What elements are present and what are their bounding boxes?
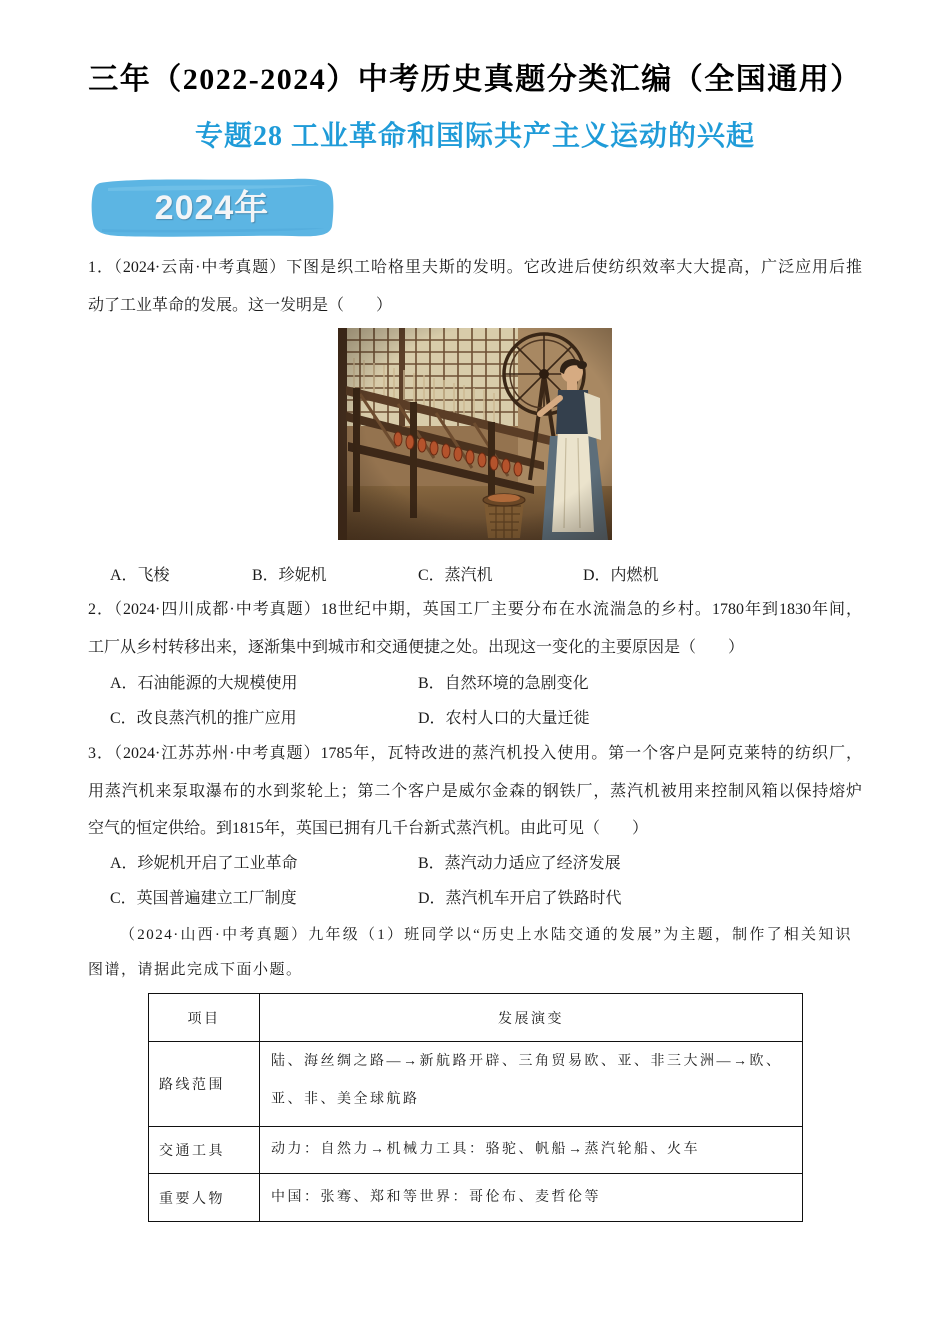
question-3-option-a: A．珍妮机开启了工业革命 [110,855,298,872]
table-header-item: 项目 [149,994,260,1042]
question-3-stem-line-2: 用蒸汽机来泵取瀑布的水到浆轮上；第二个客户是威尔金森的钢铁厂，蒸汽机被用来控制风箱以保持熔炉 [88,783,862,800]
question-3-option-c: C．英国普遍建立工厂制度 [110,890,297,907]
table-row [149,1042,803,1127]
question-3-option-b: B．蒸汽动力适应了经济发展 [418,855,621,872]
group-intro-line-2: 图谱，请据此完成下面小题。 [88,962,303,978]
table-cell-line: 中国：张骞、郑和等世界：哥伦布、麦哲伦等 [271,1189,601,1205]
table-row-content [260,1042,803,1127]
question-1-option-c: C．蒸汽机 [418,567,493,584]
question-2-option-b: B．自然环境的急剧变化 [418,675,589,692]
knowledge-map-table [148,993,803,1222]
table-row-content [260,1127,803,1174]
image-vignette [338,328,612,540]
table-row-item: 交通工具 [149,1127,260,1174]
question-1-stem-line-1: 1．（2024·云南·中考真题）下图是织工哈格里夫斯的发明。它改进后使纺织效率大大提高，广泛应用后推 [88,259,862,276]
table-header-development: 发展演变 [260,994,803,1042]
question-1-option-b: B．珍妮机 [252,567,327,584]
question-2-stem-line-1: 2．（2024·四川成都·中考真题）18世纪中期，英国工厂主要分布在水流湍急的乡村。1780年到1830年间， [88,601,862,618]
table-cell-line: 陆、海丝绸之路—→新航路开辟、三角贸易欧、亚、非三大洲—→欧、 [271,1054,783,1069]
table-cell-line: 亚、非、美全球航路 [271,1092,420,1107]
question-1-stem-line-2: 动了工业革命的发展。这一发明是（ ） [88,297,393,314]
question-2-stem-line-2: 工厂从乡村转移出来，逐渐集中到城市和交通便捷之处。出现这一变化的主要原因是（ ） [88,639,745,656]
question-1-option-d: D．内燃机 [583,567,659,584]
question-1-option-a: A．飞梭 [110,567,170,584]
table-header-row [149,994,803,1042]
table-row [149,1127,803,1174]
table-cell-line: 动力：自然力→机械力工具：骆驼、帆船→蒸汽轮船、火车 [271,1142,700,1157]
year-banner-label: 2024年 [154,189,270,227]
question-3-stem-line-1: 3．（2024·江苏苏州·中考真题）1785年，瓦特改进的蒸汽机投入使用。第一个客户是阿克莱特的纺织厂， [88,745,862,762]
question-3-option-d: D．蒸汽机车开启了铁路时代 [418,890,622,907]
table-row [149,1174,803,1222]
question-2-option-c: C．改良蒸汽机的推广应用 [110,710,297,727]
document-title: 三年（2022-2024）中考历史真题分类汇编（全国通用） [88,63,862,96]
year-banner [88,174,336,242]
question-2-option-d: D．农村人口的大量迁徙 [418,710,590,727]
spinning-jenny-illustration [338,328,612,540]
table-row-item: 路线范围 [149,1042,260,1127]
topic-subtitle: 专题28 工业革命和国际共产主义运动的兴起 [194,121,755,152]
table-row-content [260,1174,803,1222]
group-intro-line-1: （2024·山西·中考真题）九年级（1）班同学以“历史上水陆交通的发展”为主题，制作了相关知识 [120,927,852,943]
question-2-option-a: A．石油能源的大规模使用 [110,675,298,692]
question-3-stem-line-3: 空气的恒定供给。到1815年，英国已拥有几千台新式蒸汽机。由此可见（ ） [88,820,649,837]
table-row-item: 重要人物 [149,1174,260,1222]
